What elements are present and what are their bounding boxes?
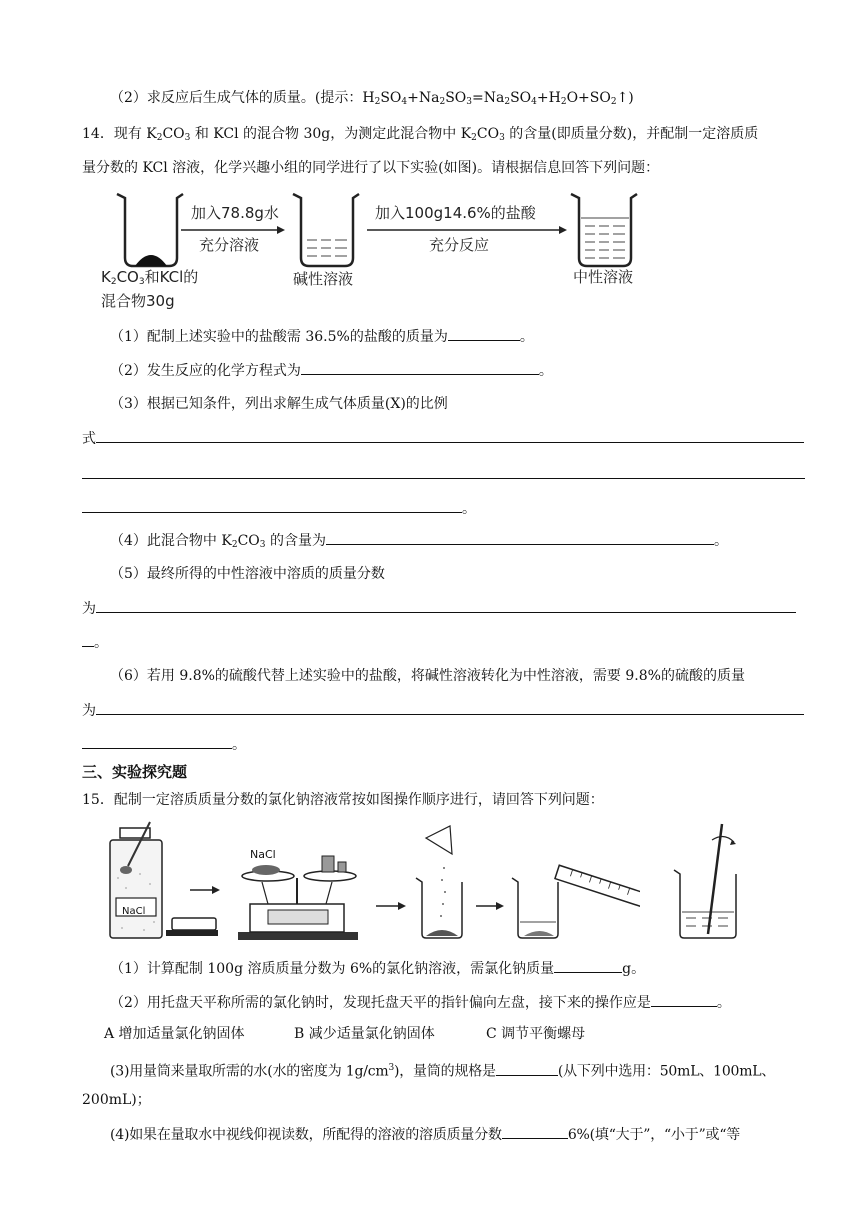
q15-option-a[interactable]: A 增加适量氯化钠固体 xyxy=(104,1026,245,1042)
answer-rule[interactable] xyxy=(82,478,805,479)
q15-procedure-figure xyxy=(100,818,640,946)
q15-part3-cont: 200mL)； xyxy=(82,1092,151,1108)
q14-part5-end: 。 xyxy=(82,632,108,653)
q14-stem-line1: 14．现有 $K_2CO_3$ 和 KCl 的混合物 30g，为测定此混合物中 $K_2CO_3$ 的含量(即质量分数)，并配制一定溶质质 xyxy=(82,126,759,143)
arrow2-top-label: 加入100g14.6%的盐酸 xyxy=(375,204,536,222)
beaker3-label: 中性溶液 xyxy=(573,268,634,286)
q15-part2: （2）用托盘天平称所需的氯化钠时，发现托盘天平的指针偏向左盘，接下来的操作应是 。 xyxy=(110,992,731,1013)
answer-blank[interactable] xyxy=(326,530,714,545)
q15-part3: (3)用量筒来量取所需的水(水的密度为 $1g/cm^3$)，量筒的规格是 (从下列中选用：50mL、100mL、 xyxy=(110,1058,775,1082)
q14-part6: （6）若用 9.8%的硫酸代替上述实验中的盐酸，将碱性溶液转化为中性溶液，需要 9.8%的硫酸的质量 xyxy=(110,668,745,684)
q14-part3: （3）根据已知条件，列出求解生成气体质量(X)的比例 xyxy=(110,396,448,412)
q14-experiment-figure xyxy=(95,188,695,313)
answer-blank[interactable] xyxy=(651,992,717,1007)
cylinder-pouring-water-icon xyxy=(512,865,640,938)
beaker-pouring-solid-icon xyxy=(416,826,462,938)
answer-blank[interactable] xyxy=(96,700,804,715)
q15-option-c[interactable]: C 调节平衡螺母 xyxy=(486,1026,586,1042)
answer-blank[interactable] xyxy=(82,632,94,647)
beaker-neutral-solution-icon xyxy=(571,194,637,266)
answer-blank[interactable] xyxy=(502,1124,568,1139)
q14-part2: （2）发生反应的化学方程式为 。 xyxy=(110,360,553,381)
answer-blank[interactable] xyxy=(82,734,232,749)
q15-option-b[interactable]: B 减少适量氯化钠固体 xyxy=(294,1026,435,1042)
q14-part6-cont: 为 xyxy=(82,700,804,721)
arrow2-bottom-label: 充分反应 xyxy=(429,236,490,254)
q14-part4: （4）此混合物中 $K_2CO_3$ 的含量为 。 xyxy=(110,530,728,555)
q14-part5-cont: 为 xyxy=(82,598,796,619)
q15-figure-svg xyxy=(100,818,640,946)
beaker1-label: $K_2CO_3$和KCl的 混合物30g xyxy=(101,268,199,310)
q15-part1: （1）计算配制 100g 溶质质量分数为 6%的氯化钠溶液，需氯化钠质量 g。 xyxy=(110,958,645,979)
arrow1-top-label: 加入78.8g水 xyxy=(191,204,279,222)
q15-stem: 15．配制一定溶质质量分数的氯化钠溶液常按如图操作顺序进行，请回答下列问题： xyxy=(82,792,604,808)
q13-part2: （2）求反应后生成气体的质量。(提示：$H_2SO_4+Na_2SO_3=Na_2SO_4+H_2O+SO_2↑$) xyxy=(110,90,634,107)
q14-part1: （1）配制上述实验中的盐酸需 36.5%的盐酸的质量为 。 xyxy=(110,326,534,347)
answer-blank[interactable] xyxy=(96,598,796,613)
q14-part5: （5）最终所得的中性溶液中溶质的质量分数 xyxy=(110,566,385,582)
q14-stem-line2: 量分数的 KCl 溶液，化学兴趣小组的同学进行了以下实验(如图)。请根据信息回答下列问题： xyxy=(82,160,660,176)
answer-blank[interactable] xyxy=(448,326,520,341)
beaker-basic-solution-icon xyxy=(293,194,359,266)
answer-blank[interactable] xyxy=(496,1061,558,1076)
stirring-beaker-figure xyxy=(662,818,752,946)
reagent-bottle-icon xyxy=(110,822,218,938)
section-title: 三、实验探究题 xyxy=(82,763,188,781)
balance-label: NaCl xyxy=(250,848,276,861)
beaker-mixture-icon xyxy=(117,194,183,266)
bottle-label: NaCl xyxy=(122,906,146,917)
answer-blank[interactable] xyxy=(82,498,462,513)
stirring-beaker-icon xyxy=(662,818,752,946)
q14-part3-end: 。 xyxy=(82,498,476,519)
q15-part4: (4)如果在量取水中视线仰视读数，所配得的溶液的溶质质量分数 6%(填“大于”，“小于”或“等 xyxy=(110,1124,740,1145)
answer-blank[interactable] xyxy=(301,360,539,375)
answer-blank[interactable] xyxy=(554,958,622,973)
arrow1-bottom-label: 充分溶液 xyxy=(199,236,260,254)
answer-blank[interactable] xyxy=(96,428,804,443)
balance-scale-icon xyxy=(238,856,358,940)
beaker2-label: 碱性溶液 xyxy=(293,270,354,288)
q14-part6-end: 。 xyxy=(82,734,246,755)
q14-part3-cont: 式 xyxy=(82,428,804,449)
